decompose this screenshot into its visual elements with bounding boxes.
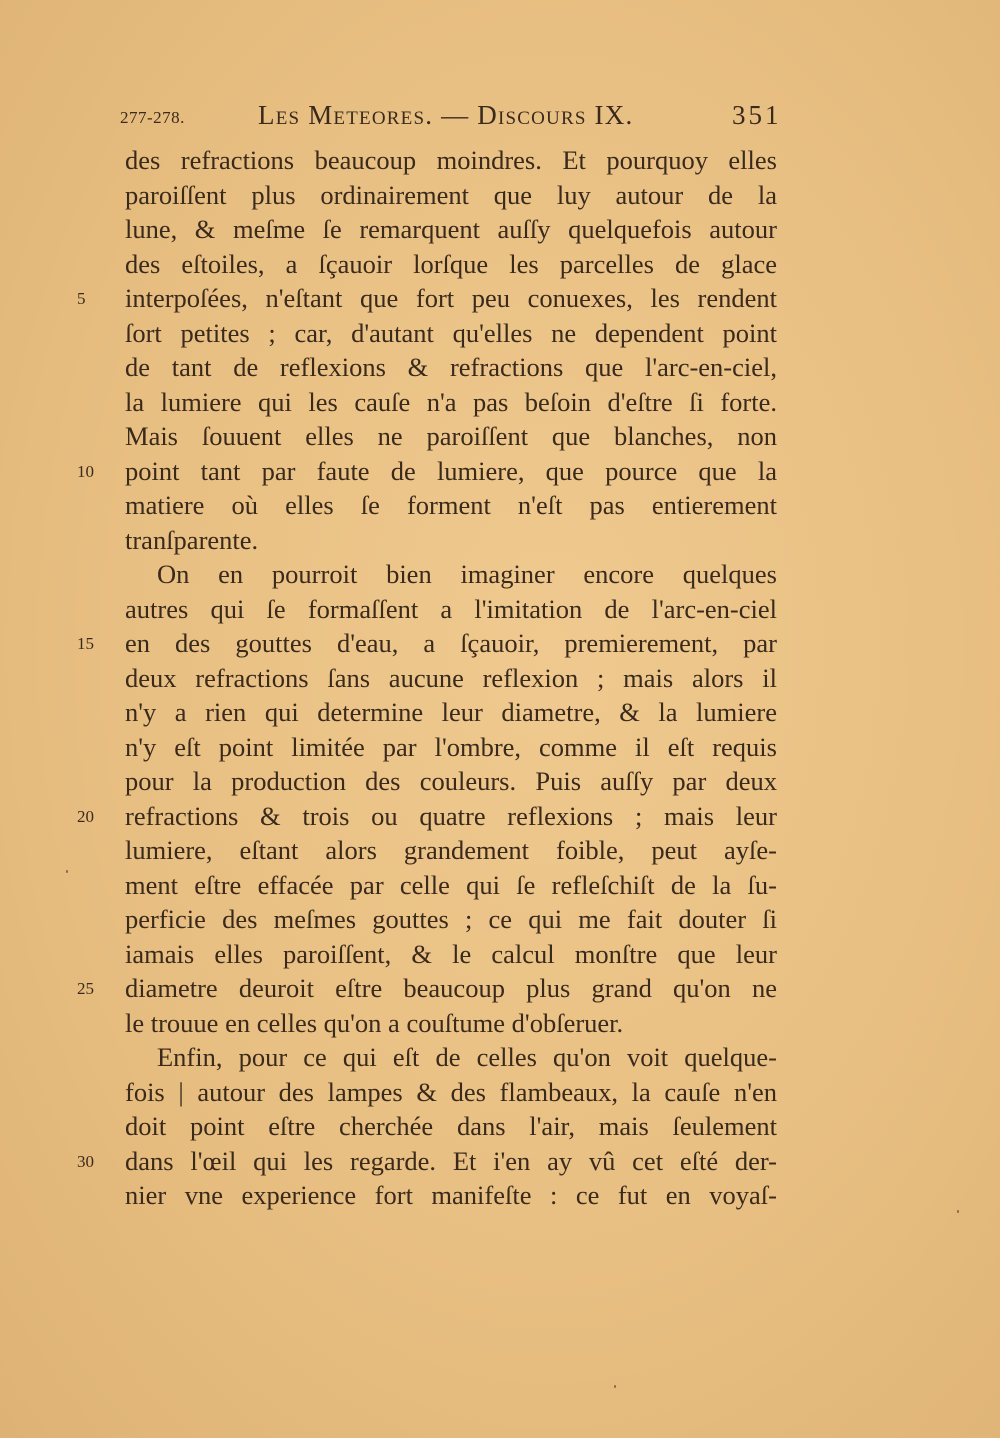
paper-speck [66,870,68,873]
text-line [125,1040,777,1075]
page-number: 351 [732,100,782,130]
text-line [125,833,777,868]
line-text: tranſparente. [125,524,259,555]
line-text: des eſtoiles, a ſçauoir lorſque les parcelles de glace [125,248,777,279]
line-text: n'y a rien qui determine leur diametre, & la lumiere [125,697,777,727]
line-text: doit point eſtre cherchée dans l'air, mais ſeulement [125,1111,777,1141]
text-line [125,523,777,558]
line-text: fois | autour des lampes & des flambeaux, la cauſe n'en [125,1076,777,1107]
text-line [125,1075,777,1110]
text-line [77,971,777,1006]
text-line [77,1144,777,1179]
line-text: n'y eſt point limitée par l'ombre, comme il eſt requis [125,731,777,762]
line-number: 10 [77,461,94,481]
running-title: Les Meteores. — Discours IX. [258,100,634,130]
line-number: 30 [77,1151,94,1171]
line-text: matiere où elles ſe forment n'eſt pas entierement [125,490,777,520]
line-text: la lumiere qui les cauſe n'a pas beſoin d'eſtre ſi forte. [125,386,777,417]
line-text: dans l'œil qui les regarde. Et i'en ay vû cet eſté der- [125,1145,777,1176]
text-line [125,488,777,523]
text-line [125,695,777,730]
line-text: interpoſées, n'eſtant que fort peu conuexes, les rendent [125,283,777,313]
line-number: 5 [77,289,86,308]
line-text: lune, & meſme ſe remarquent auſſy quelquefois autour [125,214,777,244]
line-text: pour la production des couleurs. Puis auſſy par deux [125,766,777,796]
line-text: point tant par faute de lumiere, que pource que la [125,455,777,486]
line-text: lumiere, eſtant alors grandement foible, peut ayſe- [125,835,777,865]
text-line [125,1109,777,1144]
paper-speck [957,1210,959,1213]
text-line [77,799,777,834]
line-text: refractions & trois ou quatre reflexions ; mais leur [125,800,777,831]
text-line [125,143,777,178]
line-text: perficie des meſmes gouttes ; ce qui me fait douter ſi [125,904,777,934]
text-line [77,281,777,316]
text-line [125,730,777,765]
body-text [77,143,777,1213]
line-text: On en pourroit bien imaginer encore quelques [157,559,777,589]
line-text: en des gouttes d'eau, a ſçauoir, premierement, par [125,628,777,658]
text-line [125,937,777,972]
text-line [125,661,777,696]
line-number: 20 [77,806,94,826]
text-line [125,212,777,247]
text-line [125,385,777,420]
text-line [77,626,777,661]
line-text: ſort petites ; car, d'autant qu'elles ne dependent point [125,317,777,348]
line-text: Enfin, pour ce qui eſt de celles qu'on voit quelque- [157,1042,777,1072]
line-text: diametre deuroit eſtre beaucoup plus grand qu'on ne [125,973,777,1003]
line-text: le trouue en celles qu'on a couſtume d'obſeruer. [125,1007,624,1038]
line-text: de tant de reflexions & refractions que l'arc-en-ciel, [125,352,777,382]
line-number: 15 [77,634,94,653]
line-text: paroiſſent plus ordinairement que luy autour de la [125,179,777,210]
text-line [125,764,777,799]
line-text: deux refractions ſans aucune reflexion ; mais alors il [125,662,777,693]
text-line [125,592,777,627]
text-line [125,902,777,937]
line-text: Mais ſouuent elles ne paroiſſent que blanches, non [125,421,777,451]
text-line [125,868,777,903]
line-number: 25 [77,979,94,998]
line-text: nier vne experience fort manifeſte : ce fut en voyaſ- [125,1180,777,1210]
running-header [0,100,1000,140]
text-line [125,1006,777,1041]
line-text: autres qui ſe formaſſent a l'imitation de l'arc-en-ciel [125,593,777,624]
text-line [125,178,777,213]
page-range: 277-278. [120,108,185,127]
text-line [125,247,777,282]
text-line [125,350,777,385]
text-line [125,557,777,592]
paper-speck [614,1385,616,1388]
line-text: des refractions beaucoup moindres. Et pourquoy elles [125,145,777,175]
line-text: ment eſtre effacée par celle qui ſe refleſchiſt de la ſu- [125,869,777,900]
text-line [77,454,777,489]
text-line [125,316,777,351]
text-line [125,1178,777,1213]
text-line [125,419,777,454]
line-text: iamais elles paroiſſent, & le calcul monſtre que leur [125,938,777,969]
